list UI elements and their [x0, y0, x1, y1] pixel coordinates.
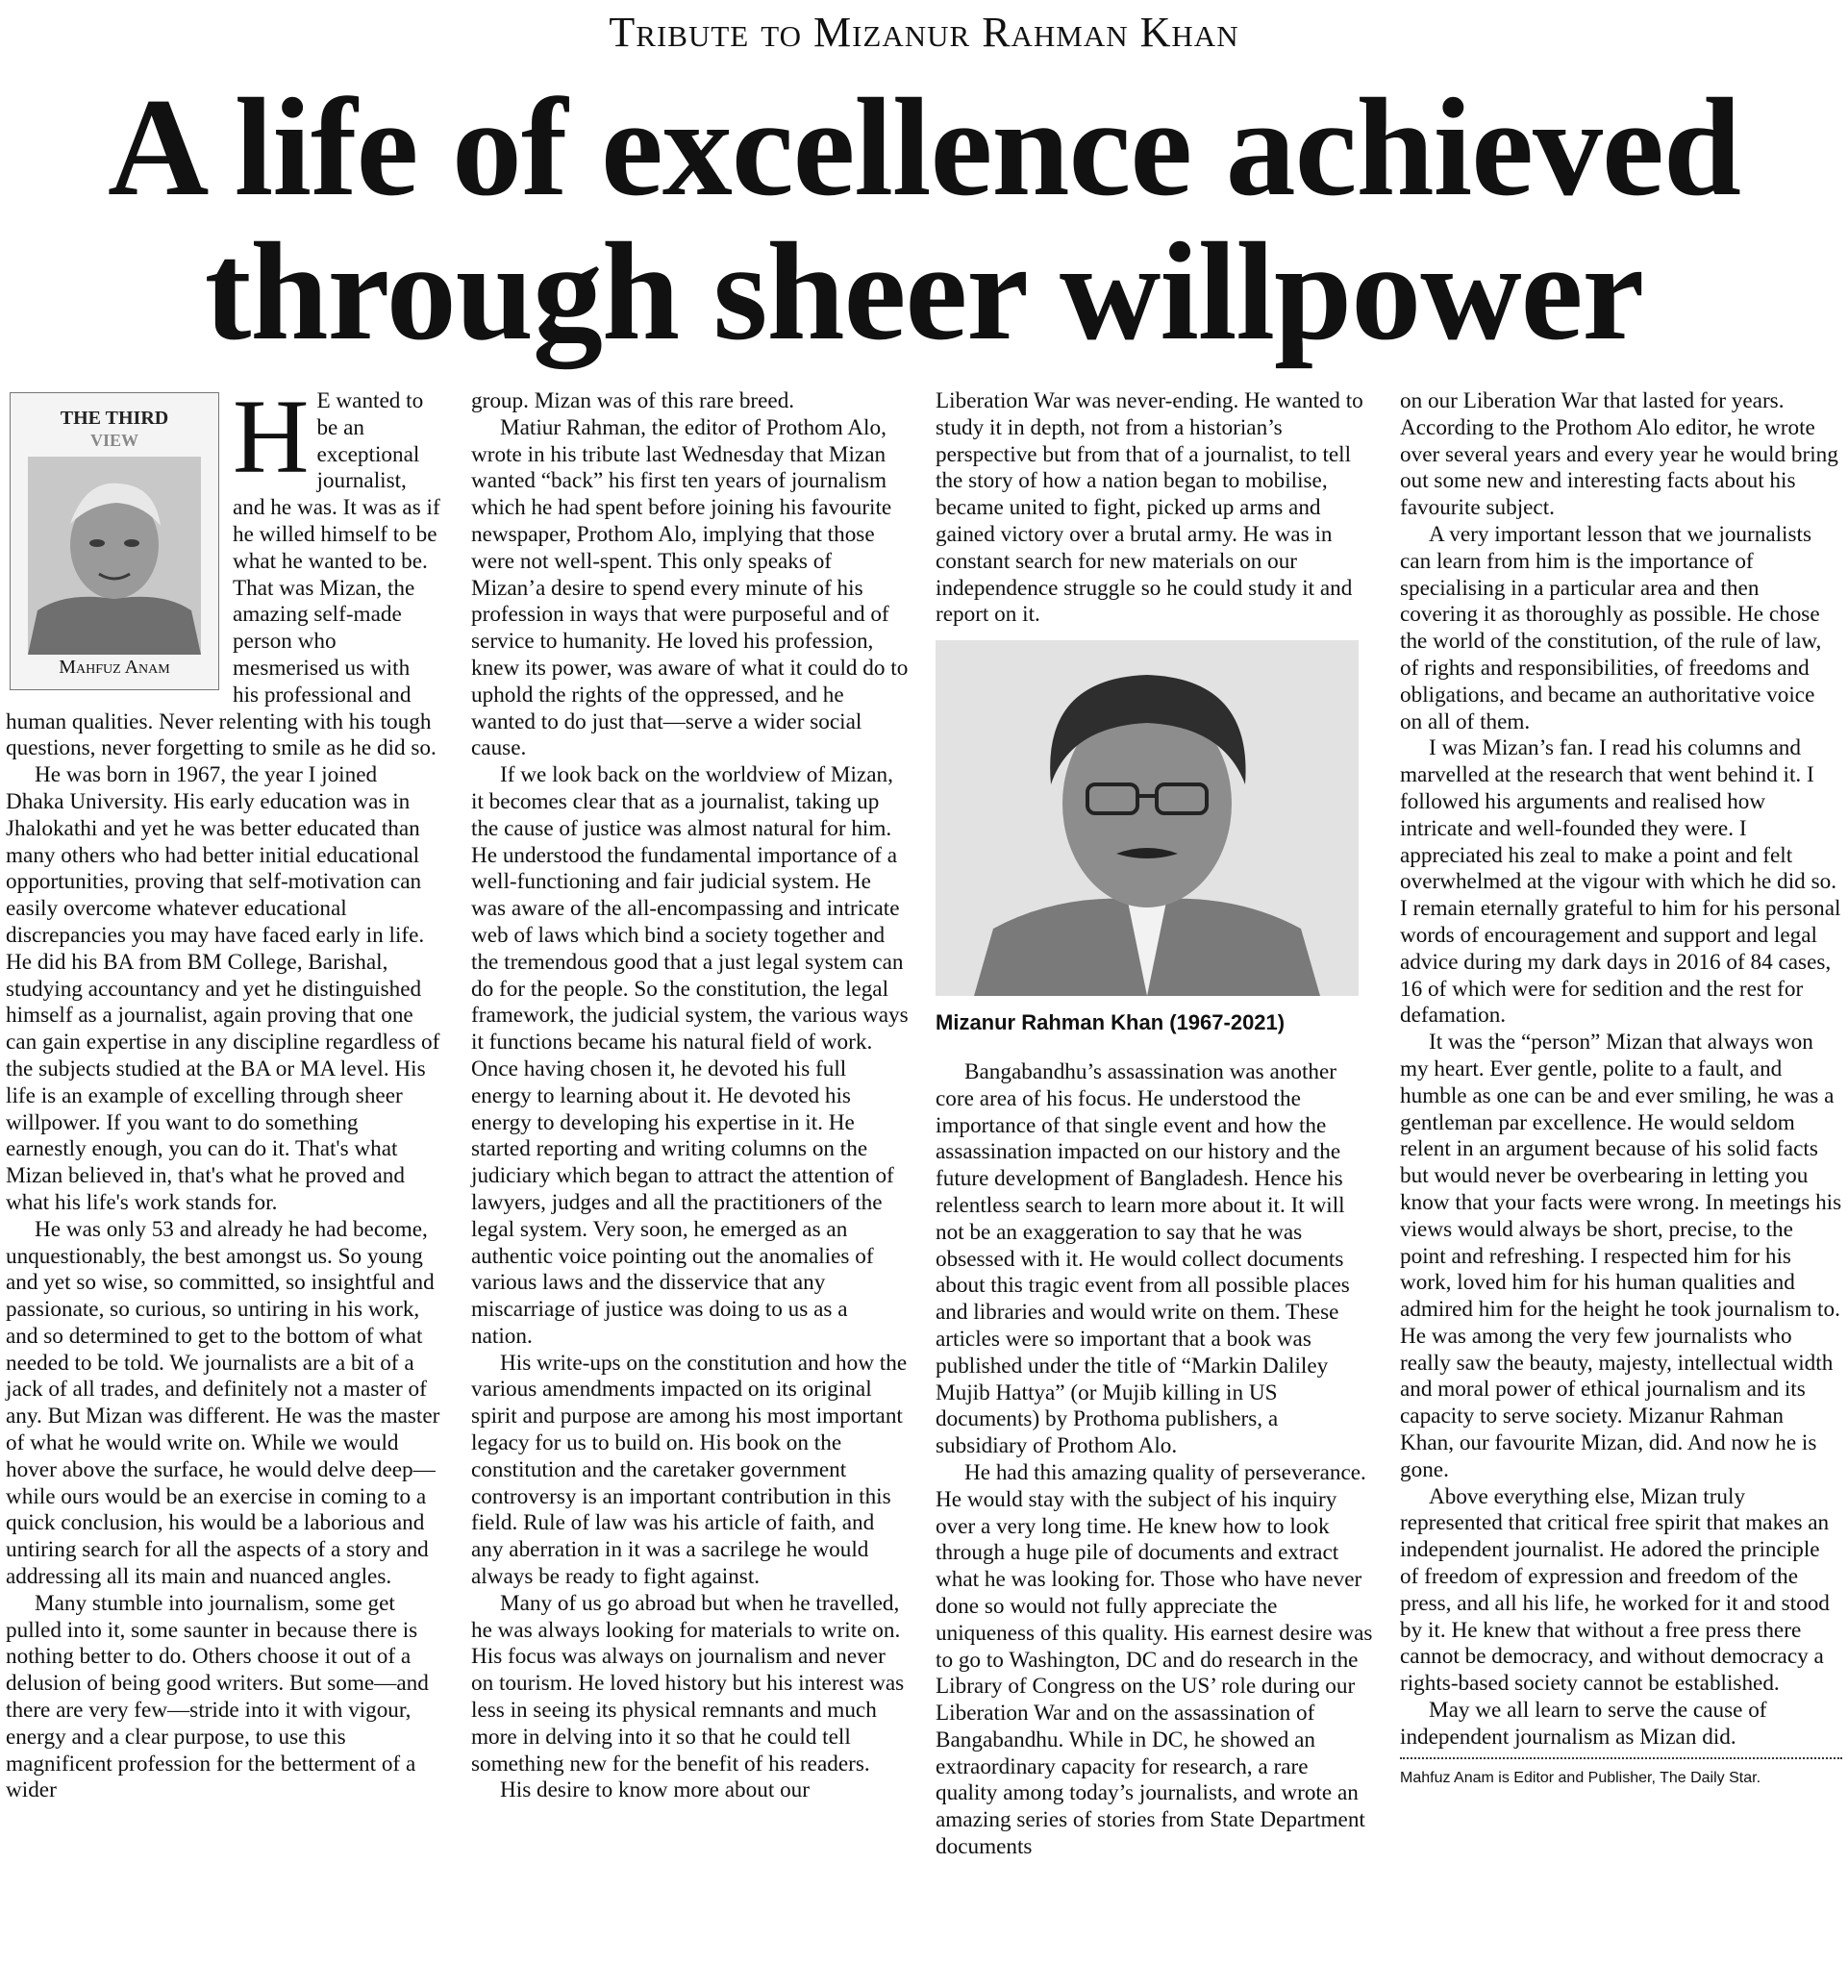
col1-paragraph-3: He was only 53 and already he had become, unquestionably, the best amongst us. So young and yet so wise, so committed, so insightful and passionate, so curious, so untiring in his work, and so determined to get to the bottom of what needed to be told. We journalists are a bit of a jack of all trades, and definitely not a master of any. But Mizan was different. He was the master of what he would write on. While we would hover above the surface, he would delve deep—while ours would be an exercise in coming to a quick conclusion, his would be a laborious and untiring search for all the aspects of a story and addressing all its main and nuanced angles.	[6, 1216, 440, 1590]
photo-caption: Mizanur Rahman Khan (1967-2021)	[936, 1010, 1286, 1035]
column-2	[471, 388, 909, 1804]
series-title: THE THIRD	[60, 408, 169, 429]
col1-paragraph-2: He was born in 1967, the year I joined Dhaka University. His early education was in Jhalokathi and yet he was better educated than many others who had better initial educational opportunities, proving that self-motivation can easily overcome whatever educational discrepancies you may have faced early in life. He did his BA from BM College, Barishal, studying accountancy and yet he distinguished himself as a journalist, again proving that one can gain expertise in any discipline regardless of the subjects studied at the BA or MA level. His life is an example of excelling through sheer willpower. If you want to do something earnestly enough, you can do it. That's what Mizan believed in, that's what he proved and what his life's work stands for.	[6, 762, 440, 1215]
col3-paragraph-2: Bangabandhu’s assassination was another core area of his focus. He understood the importance of that single event and how the assassination impacted on our history and the future development of Bangladesh. Hence his relentless search to learn more about it. It will not be an exaggeration to say that he was obsessed with it. He would collect documents about this tragic event from all possible places and libraries and would write on them. These articles were so important that a book was published under the title of “Markin Daliley Mujib Hattya” (or Mujib killing in US documents) by Prothoma publishers, a subsidiary of Prothom Alo.	[936, 1058, 1350, 1459]
col4-paragraph-6: May we all learn to serve the cause of independent journalism as Mizan did.	[1400, 1698, 1767, 1750]
col4-paragraph-2: A very important lesson that we journalists can learn from him is the importance of specialising in a particular area and then covering it as thoroughly as possible. He chose the world of the constitution, of the rule of law, of rights and responsibilities, of freedoms and obligations, and became an authoritative voice on all of them.	[1400, 521, 1822, 734]
col2-paragraph-6: His desire to know more about our	[500, 1777, 810, 1803]
series-subtitle: VIEW	[89, 431, 138, 450]
col4-paragraph-4: It was the “person” Mizan that always won my heart. Ever gentle, polite to a fault, and humble as one can be and ever smiling, he was a gentleman par excellence. He would seldom relent in an argument because of his solid facts but would never be overbearing in letting you know that your facts were wrong. In meetings his views would always be short, precise, to the point and refreshing. I respected him for his work, loved him for his human qualities and admired him for the height he took journalism to. He was among the very few journalists who really saw the beauty, majesty, intellectual width and moral power of ethical journalism and its capacity to serve society. Mizanur Rahman Khan, our favourite Mizan, did. And now he is gone.	[1400, 1030, 1842, 1482]
author-footnote: Mahfuz Anam is Editor and Publisher, The Daily Star.	[1400, 1769, 1761, 1786]
col2-paragraph-1: group. Mizan was of this rare breed.	[471, 388, 795, 413]
column-4	[1400, 388, 1842, 1791]
col1-paragraph-4: Many stumble into journalism, some get pulled into it, some saunter in because there is nothing better to do. Others choose it out of a delusion of being good writers. But some—and there are very few—stride into it with vigour, energy and a clear purpose, to use this magnificent profession for the betterment of a wider	[6, 1590, 429, 1803]
kicker: Tribute to Mizanur Rahman Khan	[609, 9, 1239, 56]
col4-paragraph-3: I was Mizan’s fan. I read his columns and marvelled at the research that went behind it. I followed his arguments and realised how intricate and well-founded they were. I appreciated his zeal to make a point and felt overwhelmed at the vigour with which he did so. I remain eternally grateful to him for his personal words of encouragement and support and legal advice during my dark days in 2016 of 84 cases, 16 of which were for sedition and the rest for defamation.	[1400, 735, 1841, 1029]
headline: A life of excellence achieved through sheer willpower	[107, 69, 1741, 369]
author-photo	[28, 457, 201, 655]
author-name: Mahfuz Anam	[59, 657, 170, 679]
subject-portrait-image	[936, 640, 1359, 996]
footer-divider	[1400, 1757, 1842, 1759]
col2-paragraph-4: His write-ups on the constitution and how the various amendments impacted on its original spirit and purpose are among his most important legacy for us to build on. His book on the constitution and the caretaker government controversy is an important contribution in this field. Rule of law was his article of faith, and any aberration in it was a sacrilege he would always be ready to fight against.	[471, 1350, 908, 1590]
col2-paragraph-5: Many of us go abroad but when he travelled, he was always looking for materials to write on. His focus was always on journalism and never on tourism. He loved history but his interest was less in seeing its physical remnants and much more in delving into it so that he could tell something new for the benefit of his readers.	[471, 1590, 905, 1777]
col4-paragraph-5: Above everything else, Mizan truly represented that critical free spirit that makes an independent journalist. He adored the principle of freedom of expression and freedom of the press, and all his life, he worked for it and stood by it. He knew that without a free press there cannot be democracy, and without democracy a rights-based society cannot be established.	[1400, 1483, 1830, 1697]
col1-paragraph-1: E wanted to be an exceptional journalist, and he was. It was as if he willed himself to be what he wanted to be. That was Mizan, the amazing self-made person who mesmerised us with his professional and human qualities. Never relenting with his tough questions, never forgetting to smile as he did so.	[6, 388, 440, 761]
column-1	[6, 378, 440, 1804]
col3-paragraph-3: He had this amazing quality of perseverance. He would stay with the subject of his inquiry over a very long time. He knew how to look through a huge pile of documents and extract what he was looking for. Those who have never done so would not fully appreciate the uniqueness of this quality. His earnest desire was to go to Washington, DC and do research in the Library of Congress on the US’ role during our Liberation War and on the assassination of Bangabandhu. While in DC, he showed an extraordinary capacity for research, a rare quality among today’s journalists, and wrote an amazing series of stories from State Department documents	[936, 1459, 1373, 1860]
col4-paragraph-1: on our Liberation War that lasted for years. According to the Prothom Alo editor, he wrote over several years and every year he would bring out some new and interesting facts about his favourite subject.	[1400, 388, 1838, 521]
col3-paragraph-1: Liberation War was never-ending. He wanted to study it in depth, not from a historian’s perspective but from that of a journalist, to tell the story of how a nation began to mobilise, became united to fight, picked up arms and gained victory over a brutal army. He was in constant search for new materials on our independence struggle so he could study it and report on it.	[936, 388, 1363, 628]
subject-photo	[936, 640, 1359, 996]
col2-paragraph-2: Matiur Rahman, the editor of Prothom Alo, wrote in his tribute last Wednesday that Mizan wanted “back” his first ten years of journalism which he had spent before joining his favourite newspaper, Prothom Alo, implying that those were not well-spent. This only speaks of Mizan’a desire to spend every minute of his profession in ways that were purposeful and of service to humanity. He loved his profession, knew its power, was aware of what it could do to uphold the rights of the oppressed, and he wanted to do just that—serve a wider social cause.	[471, 414, 909, 761]
drop-cap: H	[233, 378, 310, 495]
column-3	[936, 388, 1373, 1861]
col2-paragraph-3: If we look back on the worldview of Mizan, it becomes clear that as a journalist, taking up the cause of justice was almost natural for him. He understood the fundamental importance of a well-functioning and fair judicial system. He was aware of the all-encompassing and intricate web of laws which bind a society together and the tremendous good that a just legal system can do for the people. So the constitution, the legal framework, the judicial system, the various ways it functions became his natural field of work. Once having chosen it, he devoted his full energy to learning about it. He devoted his energy to developing his expertise in it. He started reporting and writing columns on the judiciary which began to attract the attention of lawyers, judges and all the practitioners of the legal system. Very soon, he emerged as an authentic voice pointing out the anomalies of various laws and the disservice that any miscarriage of justice was doing to us as a nation.	[471, 762, 909, 1349]
author-portrait-image	[28, 457, 201, 655]
byline-box	[10, 392, 219, 690]
